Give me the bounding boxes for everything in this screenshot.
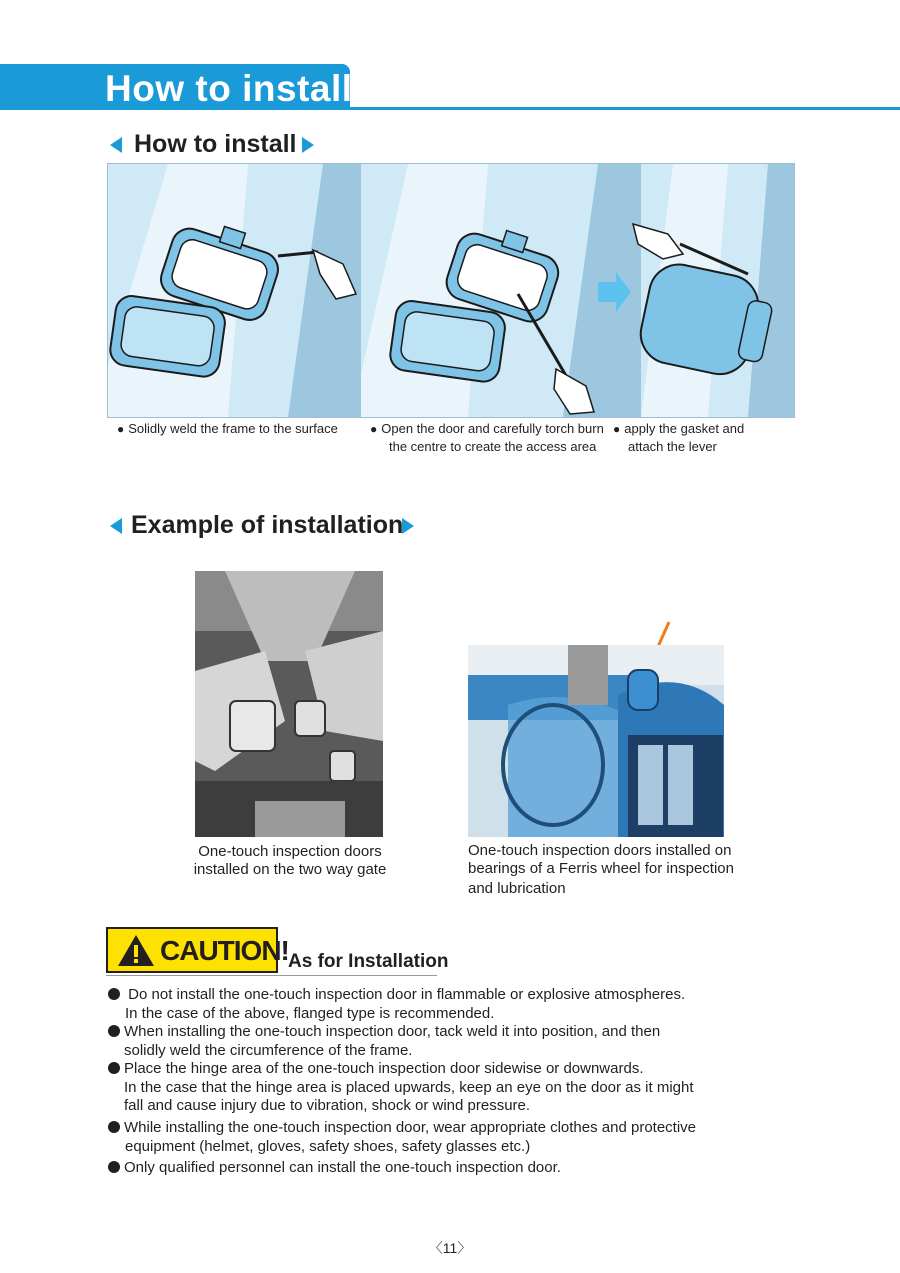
warning-triangle-icon xyxy=(117,934,155,967)
bullet-icon: ● xyxy=(613,422,621,436)
triangle-right-icon xyxy=(402,518,414,534)
caution-subtitle: As for Installation xyxy=(288,951,449,972)
triangle-right-icon xyxy=(302,137,314,153)
photo-2-caption: One-touch inspection doors installed on bearings of a Ferris wheel for inspection and lubrication xyxy=(468,842,734,897)
caution-banner xyxy=(106,927,289,973)
bullet-icon xyxy=(108,1121,120,1133)
caution-note-3: Place the hinge area of the one-touch inspection door sidewise or downwards. In the case that the hinge area is placed upwards, keep an eye on the door as it might fall and cause injury due to vibration, shock or wind pressure. xyxy=(108,1060,694,1116)
caution-note-4: While installing the one-touch inspection door, wear appropriate clothes and protective equipment (helmet, gloves, safety shoes, safety glasses etc.) xyxy=(108,1119,696,1156)
door-1 xyxy=(108,294,227,379)
installation-steps-illustration xyxy=(107,163,795,418)
bullet-icon xyxy=(108,1062,120,1074)
triangle-left-icon xyxy=(110,137,122,153)
caution-note-5: Only qualified personnel can install the one-touch inspection door. xyxy=(108,1159,561,1178)
section-title-how-to-install: How to install xyxy=(134,130,297,158)
caution-label: CAUTION! xyxy=(160,935,289,966)
page-number: 〈11〉 xyxy=(428,1240,472,1256)
triangle-left-icon xyxy=(110,518,122,534)
section-title-example: Example of installation xyxy=(131,511,404,539)
caution-note-1: Do not install the one-touch inspection door in flammable or explosive atmospheres. In the case of the above, flanged type is recommended. xyxy=(108,986,685,1023)
caution-divider xyxy=(106,975,437,976)
photo-two-way-gate xyxy=(195,571,383,837)
bullet-icon xyxy=(108,1161,120,1173)
caution-note-2: When installing the one-touch inspection door, tack weld it into position, and then solidly weld the circumference of the frame. xyxy=(108,1023,660,1060)
bullet-icon xyxy=(108,1025,120,1037)
step-1-caption: ● Solidly weld the frame to the surface xyxy=(117,421,338,436)
installation-diagram xyxy=(108,164,794,417)
page-title: How to install xyxy=(105,68,353,109)
step-2-caption: ● Open the door and carefully torch burn the centre to create the access area xyxy=(370,421,604,454)
bullet-icon: ● xyxy=(117,422,125,436)
door-2 xyxy=(388,299,507,384)
step-3-caption: ● apply the gasket and attach the lever xyxy=(613,421,745,454)
bullet-icon xyxy=(108,988,120,1000)
bullet-icon: ● xyxy=(370,422,378,436)
photo-1-caption: One-touch inspection doors installed on the two way gate xyxy=(193,843,387,878)
photo-ferris-wheel xyxy=(468,645,724,837)
